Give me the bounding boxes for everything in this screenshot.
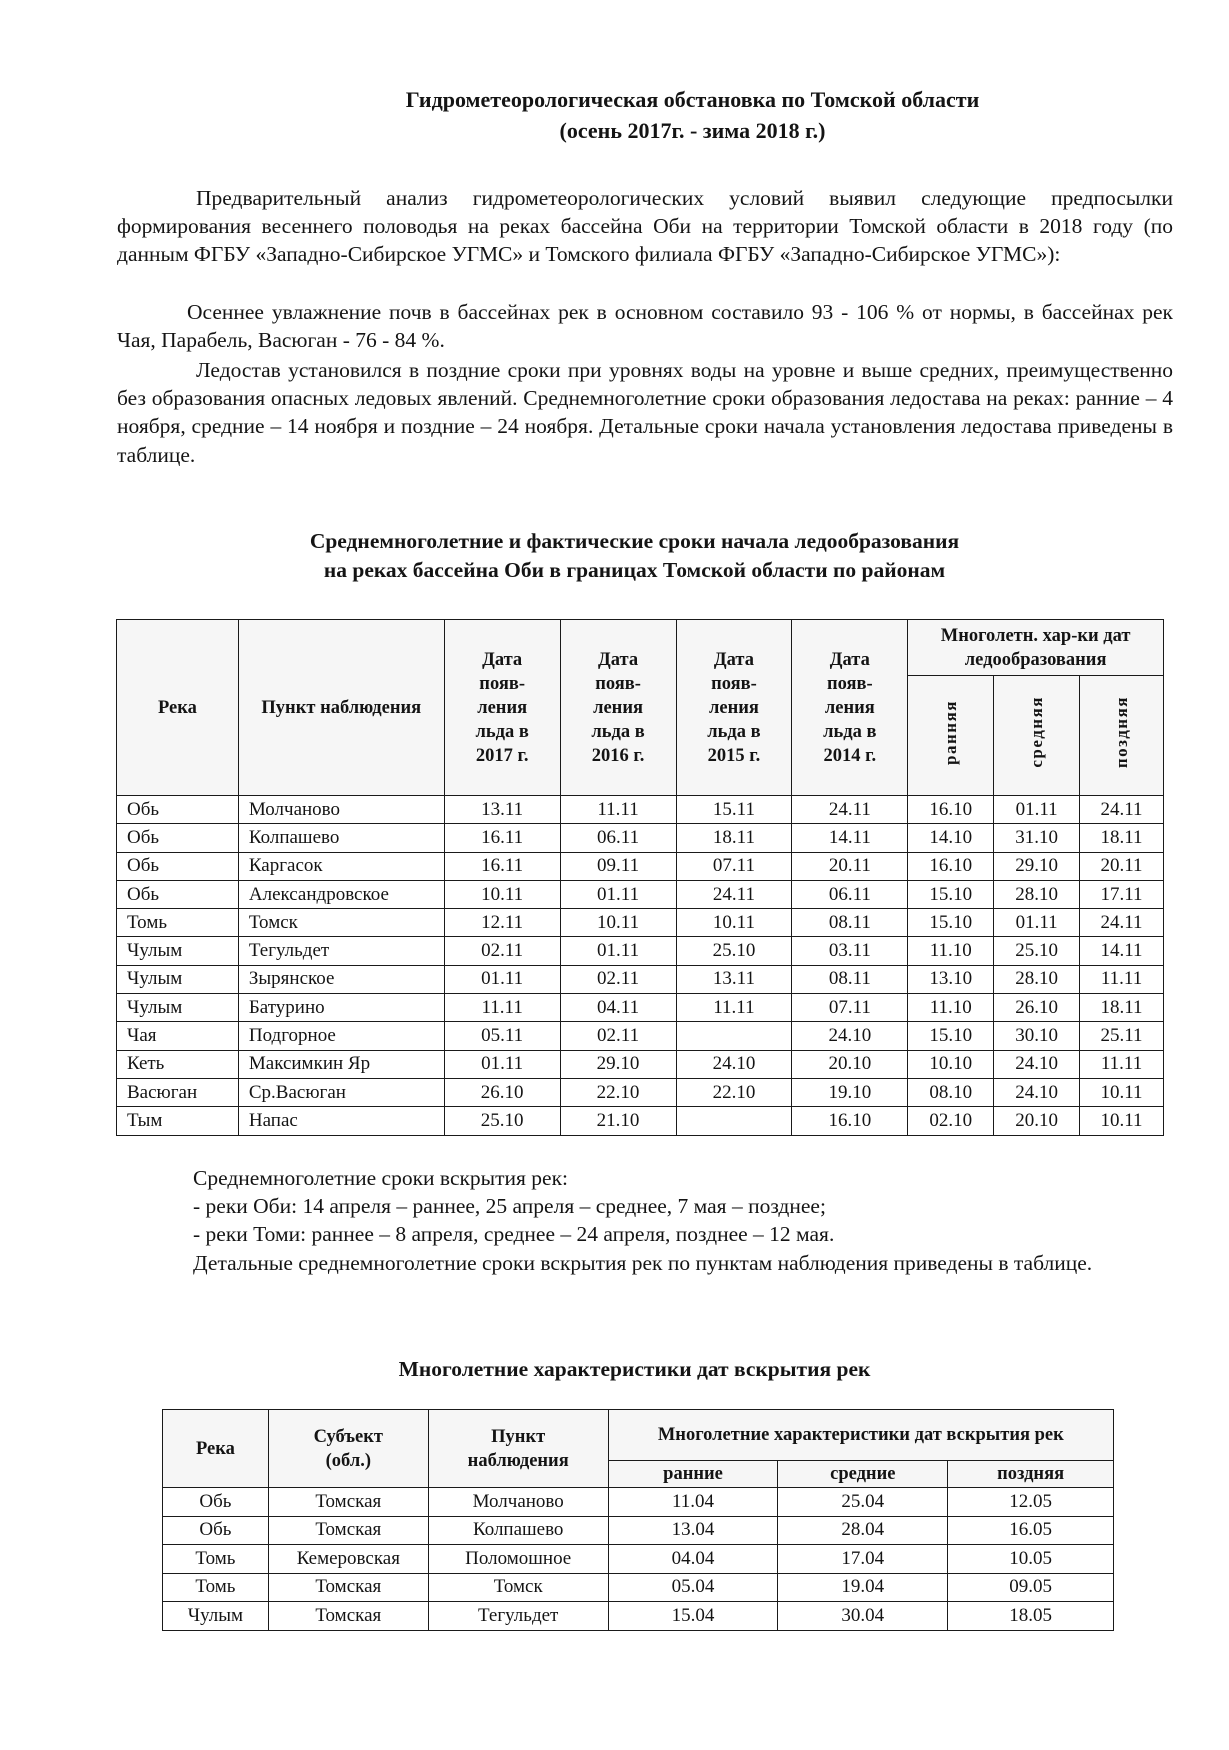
table-row: Обь Молчаново 13.11 11.11 15.11 24.11 16.10 01.11 24.11	[117, 796, 1164, 824]
table-row: Обь Томская Молчаново 11.04 25.04 12.05	[163, 1488, 1114, 1517]
header-station: Пункт наблюдения	[428, 1410, 608, 1488]
header-early: ранние	[608, 1461, 778, 1488]
title-line-1: Гидрометеорологическая обстановка по Томской области	[405, 87, 980, 112]
header-2014: Дата появ-ления льда в 2014 г.	[792, 620, 908, 796]
table-row: Васюган Ср.Васюган 26.10 22.10 22.10 19.10 08.10 24.10 10.11	[117, 1078, 1164, 1106]
breakup-ob: - реки Оби: 14 апреля – раннее, 25 апреля – среднее, 7 мая – позднее;	[193, 1194, 826, 1219]
header-river: Река	[117, 620, 239, 796]
header-2016: Дата появ-ления льда в 2016 г.	[560, 620, 676, 796]
header-station: Пункт наблюдения	[238, 620, 444, 796]
header-subject: Субъект (обл.)	[268, 1410, 428, 1488]
freeze-up-paragraph: Ледостав установился в поздние сроки при уровнях воды на уровне и выше средних, преимущественно без образования опасных ледовых явлений. Среднемноголетние сроки образования ледостава на реках: ранние – 4 ноября, средние – 14 ноября и поздние – 24 ноября. Детальные сроки начала установления ледостава приведены в таблице.	[117, 358, 1173, 467]
intro-paragraph: Предварительный анализ гидрометеорологических условий выявил следующие предпосылки формирования весеннего половодья на реках бассейна Оби на территории Томской области в 2018 году (по данным ФГБУ «Западно-Сибирское УГМС» и Томского филиала ФГБУ «Западно-Сибирское УГМС»):	[117, 186, 1173, 267]
river-breakup-table	[162, 1409, 1114, 1631]
header-2015: Дата появ-ления льда в 2015 г.	[676, 620, 792, 796]
table-row: Томь Томск 12.11 10.11 10.11 08.11 15.10 01.11 24.11	[117, 909, 1164, 937]
table-row: Чулым Томская Тегульдет 15.04 30.04 18.05	[163, 1602, 1114, 1631]
table-row: Обь Александровское 10.11 01.11 24.11 06.11 15.10 28.10 17.11	[117, 880, 1164, 908]
header-2017: Дата появ-ления льда в 2017 г.	[444, 620, 560, 796]
ice-formation-table	[116, 619, 1164, 1136]
table-row: Чая Подгорное 05.11 02.11 24.10 15.10 30.10 25.11	[117, 1022, 1164, 1050]
title-line-2: (осень 2017г. - зима 2018 г.)	[559, 118, 826, 143]
breakup-tom: - реки Томи: раннее – 8 апреля, среднее – 24 апреля, позднее – 12 мая.	[193, 1222, 835, 1247]
table-row: Тым Напас 25.10 21.10 16.10 02.10 20.10 10.11	[117, 1107, 1164, 1135]
header-longterm-group: Многолетн. хар-ки дат ледообразования	[908, 620, 1164, 676]
soil-moisture-paragraph: Осеннее увлажнение почв в бассейнах рек в основном составило 93 - 106 % от нормы, в бассейнах рек Чая, Парабель, Васюган - 76 - 84 %.	[117, 300, 1173, 353]
table-row: Обь Томская Колпашево 13.04 28.04 16.05	[163, 1516, 1114, 1545]
breakup-section	[117, 1164, 1173, 1277]
table-row: Томь Томская Томск 05.04 19.04 09.05	[163, 1573, 1114, 1602]
header-river: Река	[163, 1410, 269, 1488]
header-late: поздняя	[1080, 676, 1164, 796]
header-late: поздняя	[948, 1461, 1114, 1488]
table-row: Обь Колпашево 16.11 06.11 18.11 14.11 14.10 31.10 18.11	[117, 824, 1164, 852]
table-row: Обь Каргасок 16.11 09.11 07.11 20.11 16.10 29.10 20.11	[117, 852, 1164, 880]
breakup-intro: Среднемноголетние сроки вскрытия рек:	[193, 1166, 569, 1190]
breakup-detail: Детальные среднемноголетние сроки вскрытия рек по пунктам наблюдения приведены в таблице.	[193, 1250, 1093, 1275]
header-mid: средние	[778, 1461, 948, 1488]
header-early: ранняя	[908, 676, 994, 796]
table2-heading: Многолетние характеристики дат вскрытия рек	[398, 1357, 871, 1381]
table-row: Томь Кемеровская Поломошное 04.04 17.04 10.05	[163, 1545, 1114, 1574]
header-breakup-group: Многолетние характеристики дат вскрытия рек	[608, 1410, 1113, 1461]
header-mid: средняя	[994, 676, 1080, 796]
table-row: Чулым Зырянское 01.11 02.11 13.11 08.11 13.10 28.10 11.11	[117, 965, 1164, 993]
table1-heading: Среднемноголетние и фактические сроки начала ледообразования на реках бассейна Оби в границах Томской области по районам	[309, 529, 960, 582]
table-row: Чулым Батурино 11.11 04.11 11.11 07.11 11.10 26.10 18.11	[117, 994, 1164, 1022]
table-row: Чулым Тегульдет 02.11 01.11 25.10 03.11 11.10 25.10 14.11	[117, 937, 1164, 965]
table-row: Кеть Максимкин Яр 01.11 29.10 24.10 20.10 10.10 24.10 11.11	[117, 1050, 1164, 1078]
page-title	[0, 84, 1229, 146]
